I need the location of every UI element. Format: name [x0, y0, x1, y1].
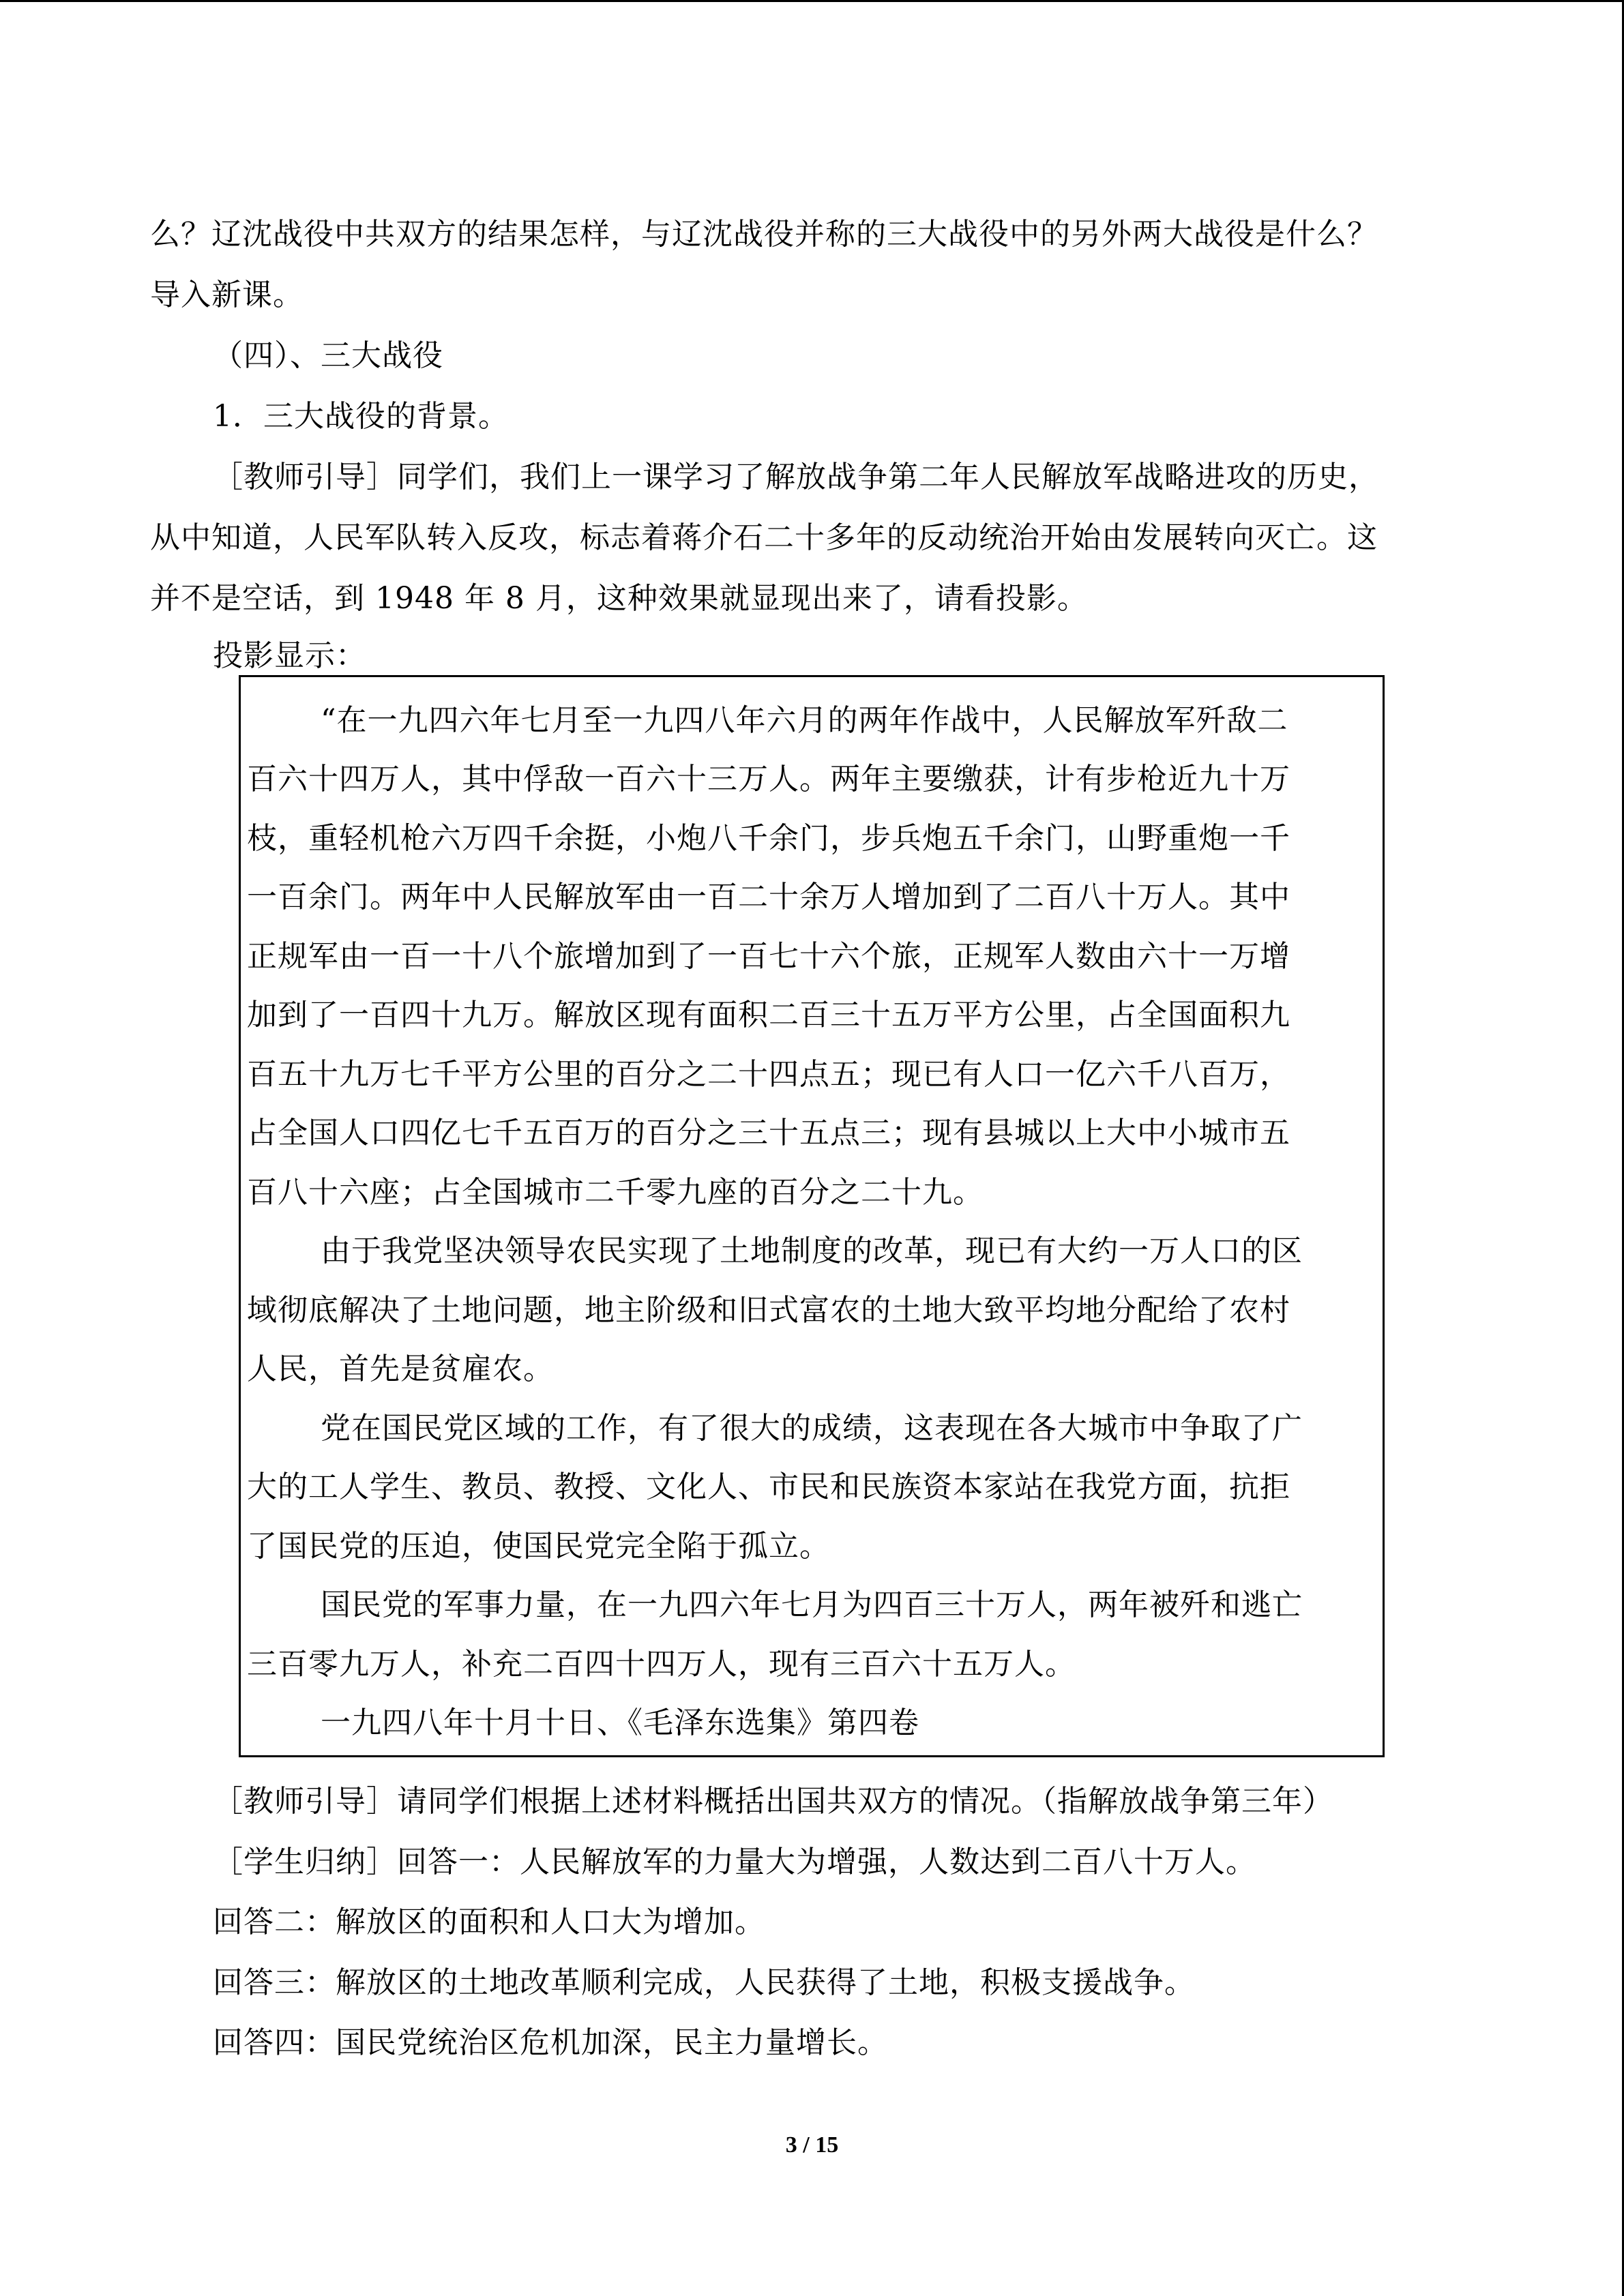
quote-line: 人民，首先是贫雇农。 — [247, 1352, 554, 1386]
quote-line: 枝，重轻机枪六万四千余挺，小炮八千余门，步兵炮五千余门，山野重炮一千 — [247, 821, 1290, 856]
teacher-guide-line: ［教师引导］同学们，我们上一课学习了解放战争第二年人民解放军战略进攻的历史， — [213, 460, 1379, 494]
student-answer-line: 回答四：国民党统治区危机加深，民主力量增长。 — [213, 2025, 888, 2060]
quote-line: 百六十四万人，其中俘敌一百六十三万人。两年主要缴获，计有步枪近九十万 — [247, 762, 1290, 796]
section-heading: （四）、三大战役 — [213, 338, 443, 373]
quote-source: 一九四八年十月十日、《毛泽东选集》第四卷 — [321, 1705, 919, 1740]
quote-line: 一百余门。两年中人民解放军由一百二十余万人增加到了二百八十万人。其中 — [247, 880, 1290, 914]
student-answer-line: 回答二：解放区的面积和人口大为增加。 — [213, 1905, 765, 1939]
page-number: 3 / 15 — [785, 2132, 839, 2158]
page-top-border — [0, 0, 1624, 2]
quote-line: 了国民党的压迫，使国民党完全陷于孤立。 — [247, 1529, 830, 1564]
teacher-question-line: ［教师引导］请同学们根据上述材料概括出国共双方的情况。（指解放战争第三年） — [213, 1784, 1333, 1819]
subsection-heading: 1．三大战役的背景。 — [213, 399, 509, 434]
quote-line: 三百零九万人，补充二百四十四万人，现有三百六十五万人。 — [247, 1647, 1076, 1682]
student-answer-line: 回答三：解放区的土地改革顺利完成，人民获得了土地，积极支援战争。 — [213, 1965, 1195, 2000]
intro-line: 么？辽沈战役中共双方的结果怎样，与辽沈战役并称的三大战役中的另外两大战役是什么？ — [150, 217, 1378, 252]
quote-line: 加到了一百四十九万。解放区现有面积二百三十五万平方公里，占全国面积九 — [247, 998, 1290, 1032]
quote-line: 域彻底解决了土地问题，地主阶级和旧式富农的土地大致平均地分配给了农村 — [247, 1293, 1290, 1328]
projection-label: 投影显示： — [213, 638, 366, 673]
quote-line: 占全国人口四亿七千五百万的百分之三十五点三；现有县城以上大中小城市五 — [247, 1116, 1290, 1150]
student-answer-line: ［学生归纳］回答一：人民解放军的力量大为增强，人数达到二百八十万人。 — [213, 1845, 1256, 1879]
quote-line: 大的工人学生、教员、教授、文化人、市民和民族资本家站在我党方面，抗拒 — [247, 1470, 1290, 1504]
teacher-guide-line: 并不是空话，到 1948 年 8 月，这种效果就显现出来了，请看投影。 — [150, 581, 1088, 616]
quote-line: 百八十六座；占全国城市二千零九座的百分之二十九。 — [247, 1175, 984, 1210]
quote-line: 正规军由一百一十八个旅增加到了一百七十六个旅，正规军人数由六十一万增 — [247, 939, 1290, 974]
quote-line: 百五十九万七千平方公里的百分之二十四点五；现已有人口一亿六千八百万， — [247, 1057, 1290, 1092]
quote-line: 党在国民党区域的工作，有了很大的成绩，这表现在各大城市中争取了广 — [321, 1411, 1303, 1446]
quote-line: 国民党的军事力量，在一九四六年七月为四百三十万人，两年被歼和逃亡 — [321, 1587, 1303, 1622]
teacher-guide-line: 从中知道，人民军队转入反攻，标志着蒋介石二十多年的反动统治开始由发展转向灭亡。这 — [150, 520, 1378, 555]
quote-line: “在一九四六年七月至一九四八年六月的两年作战中，人民解放军歼敌二 — [321, 703, 1288, 738]
quote-line: 由于我党坚决领导农民实现了土地制度的改革，现已有大约一万人口的区 — [321, 1234, 1303, 1268]
intro-line: 导入新课。 — [150, 278, 304, 312]
